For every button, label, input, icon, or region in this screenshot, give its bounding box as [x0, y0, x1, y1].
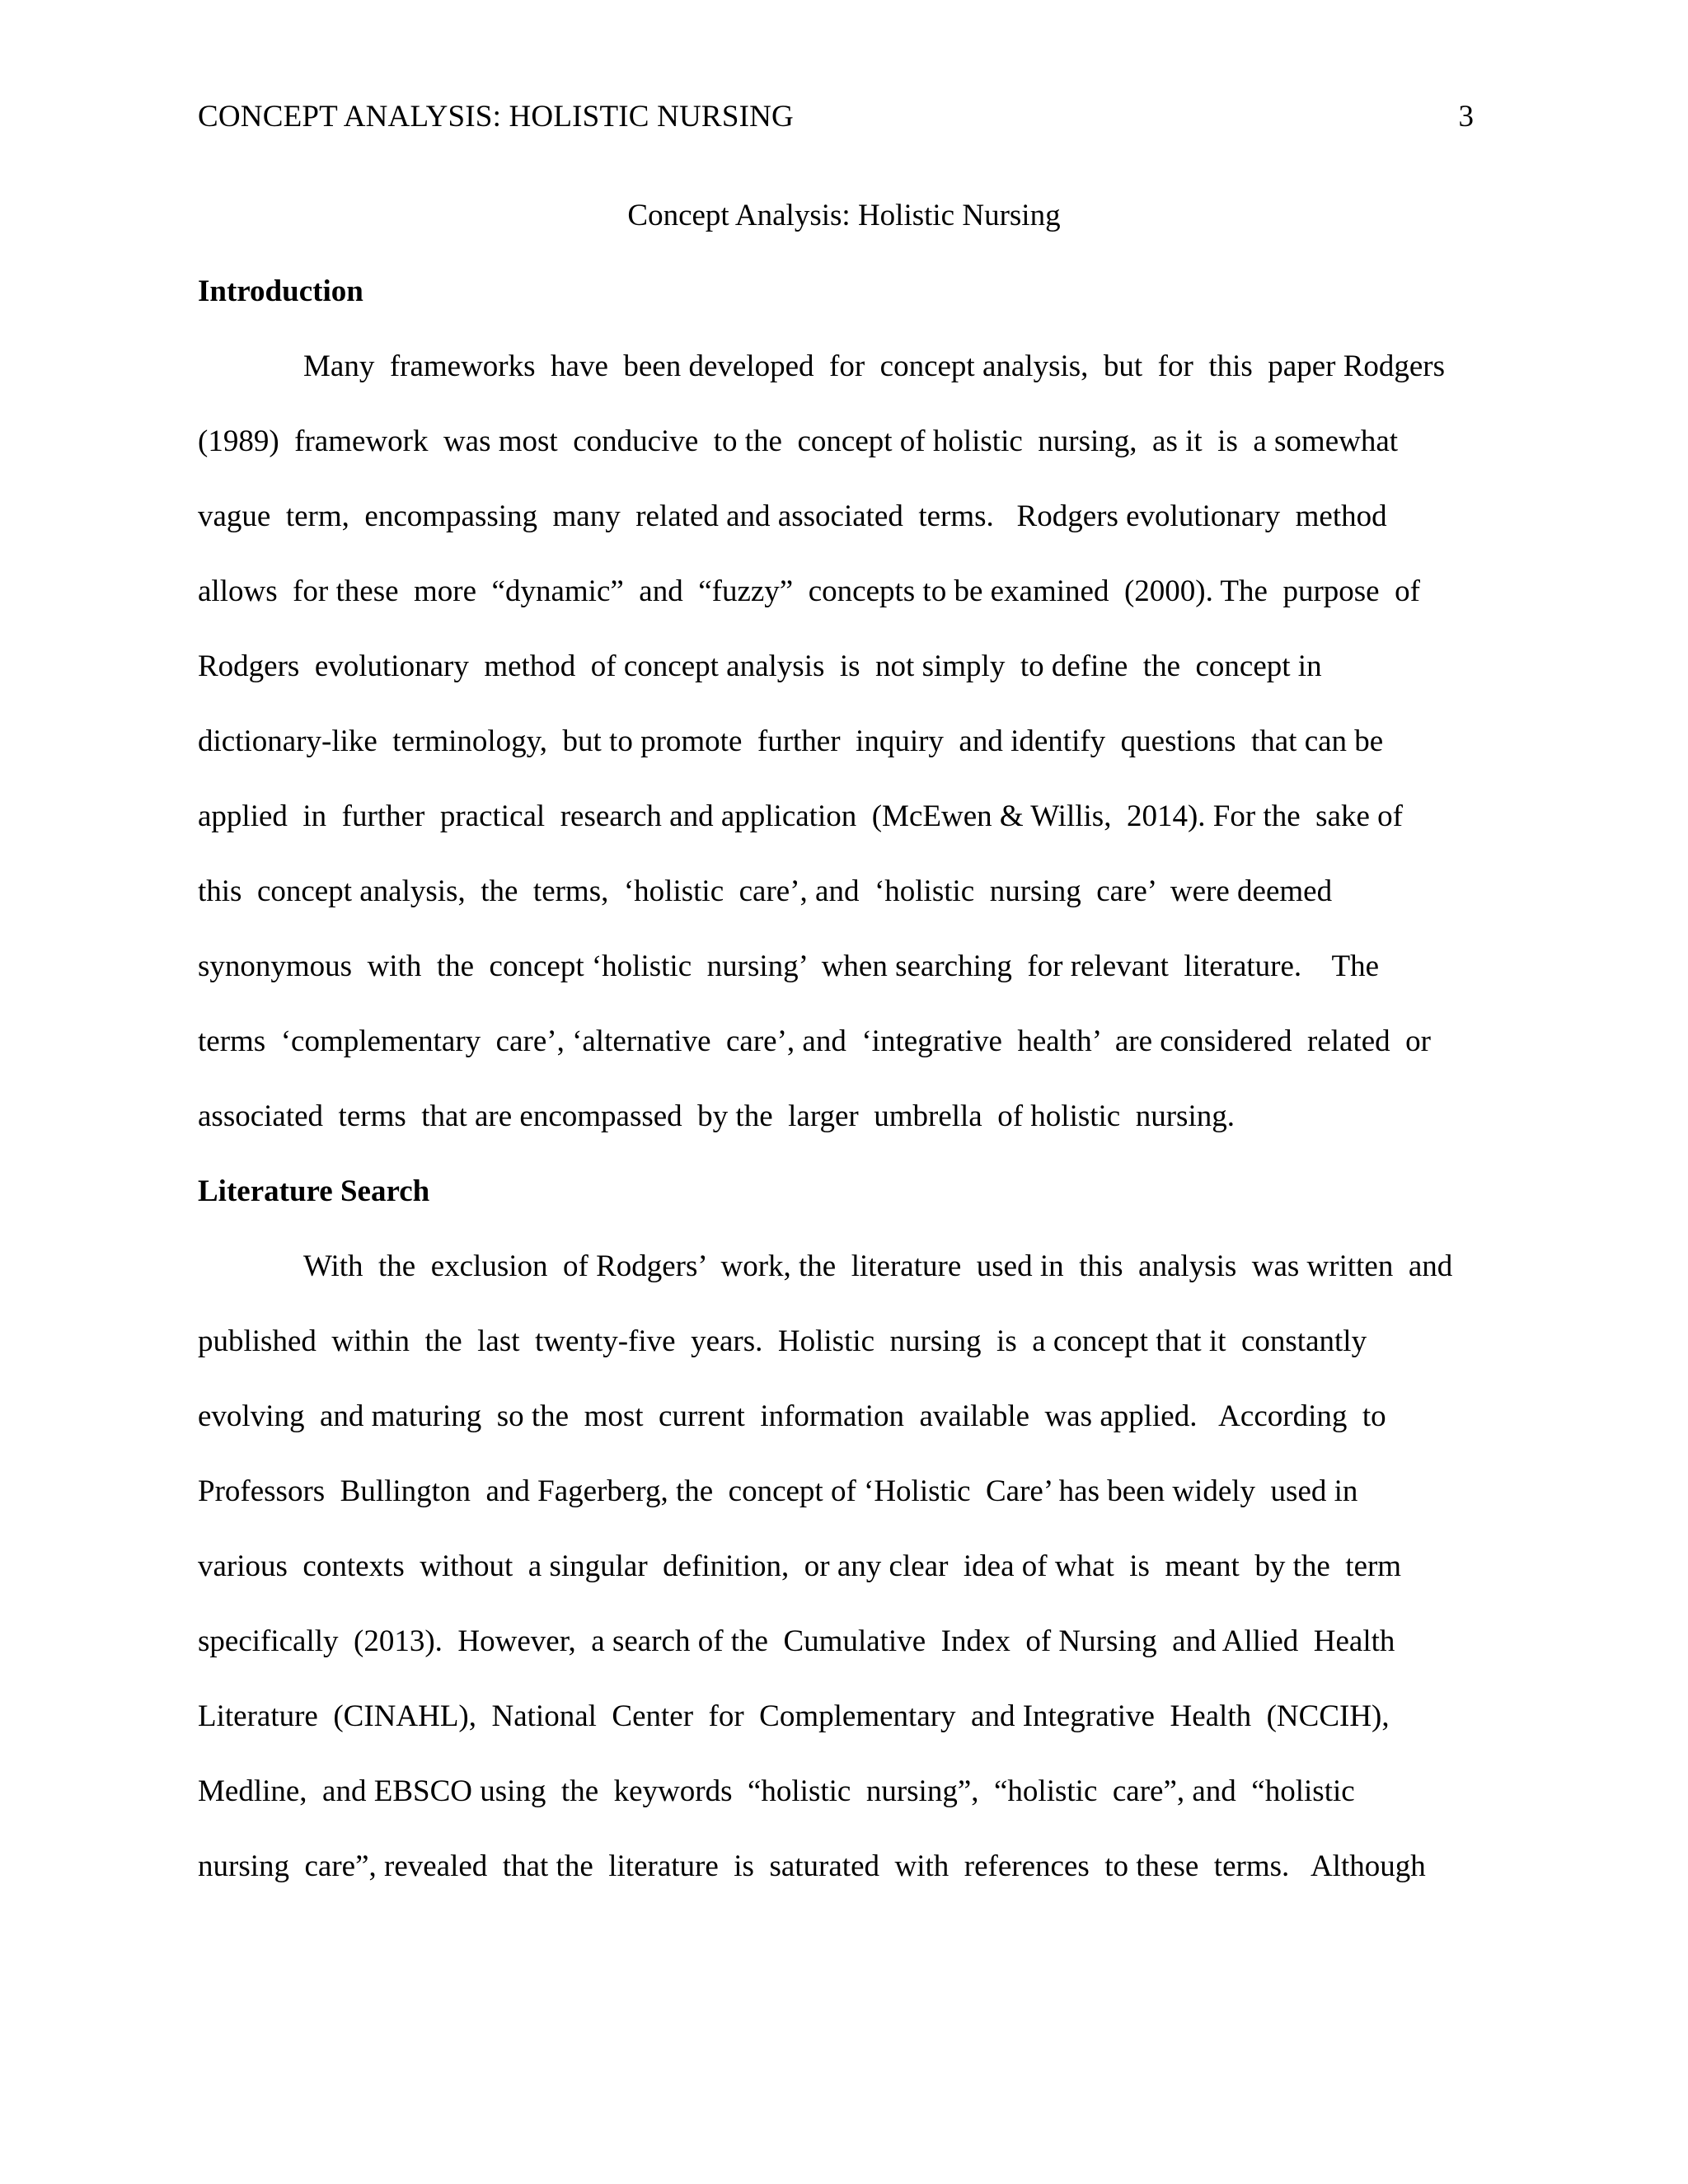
paragraph-line: Professors Bullington and Fagerberg, the concept of ‘Holistic Care’ has been widely used in — [198, 1474, 1358, 1508]
paragraph-line: applied in further practical research and application (McEwen & Willis, 2014). For the sake of — [198, 799, 1403, 833]
paragraph-line: nursing care”, revealed that the literature is saturated with references to these terms. Although — [198, 1849, 1426, 1883]
paper-title: Concept Analysis: Holistic Nursing — [627, 199, 1061, 232]
paragraph-line: Literature (CINAHL), National Center for Complementary and Integrative Health (NCCIH), — [198, 1699, 1390, 1733]
paragraph-line: evolving and maturing so the most current information available was applied. According to — [198, 1399, 1386, 1433]
section-heading-literature-search: Literature Search — [198, 1174, 430, 1208]
paragraph-line: Many frameworks have been developed for concept analysis, but for this paper Rodgers — [303, 349, 1446, 383]
paragraph-line: dictionary-like terminology, but to promote further inquiry and identify questions that can be — [198, 724, 1384, 758]
paragraph-line: synonymous with the concept ‘holistic nursing’ when searching for relevant literature. The — [198, 949, 1380, 983]
paragraph-line: (1989) framework was most conducive to the concept of holistic nursing, as it is a somewhat — [198, 424, 1399, 458]
page-number: 3 — [1458, 100, 1474, 134]
paragraph-line: specifically (2013). However, a search of the Cumulative Index of Nursing and Allied Health — [198, 1624, 1395, 1658]
paragraph-line: terms ‘complementary care’, ‘alternative care’, and ‘integrative health’ are considered related or — [198, 1024, 1432, 1058]
running-head: CONCEPT ANALYSIS: HOLISTIC NURSING — [198, 100, 794, 134]
paragraph-line: With the exclusion of Rodgers’ work, the literature used in this analysis was written and — [303, 1249, 1453, 1283]
paragraph-line: Rodgers evolutionary method of concept analysis is not simply to define the concept in — [198, 649, 1322, 683]
paragraph-line: this concept analysis, the terms, ‘holistic care’, and ‘holistic nursing care’ were deemed — [198, 874, 1333, 908]
paragraph-line: published within the last twenty-five years. Holistic nursing is a concept that it constantly — [198, 1324, 1367, 1358]
paragraph-line: associated terms that are encompassed by the larger umbrella of holistic nursing. — [198, 1099, 1235, 1133]
section-heading-introduction: Introduction — [198, 274, 363, 308]
paragraph-line: Medline, and EBSCO using the keywords “holistic nursing”, “holistic care”, and “holistic — [198, 1774, 1355, 1808]
paragraph-line: vague term, encompassing many related and associated terms. Rodgers evolutionary method — [198, 499, 1387, 533]
paragraph-line: allows for these more “dynamic” and “fuzzy” concepts to be examined (2000). The purpose of — [198, 574, 1420, 608]
paragraph-line: various contexts without a singular definition, or any clear idea of what is meant by the term — [198, 1549, 1402, 1583]
